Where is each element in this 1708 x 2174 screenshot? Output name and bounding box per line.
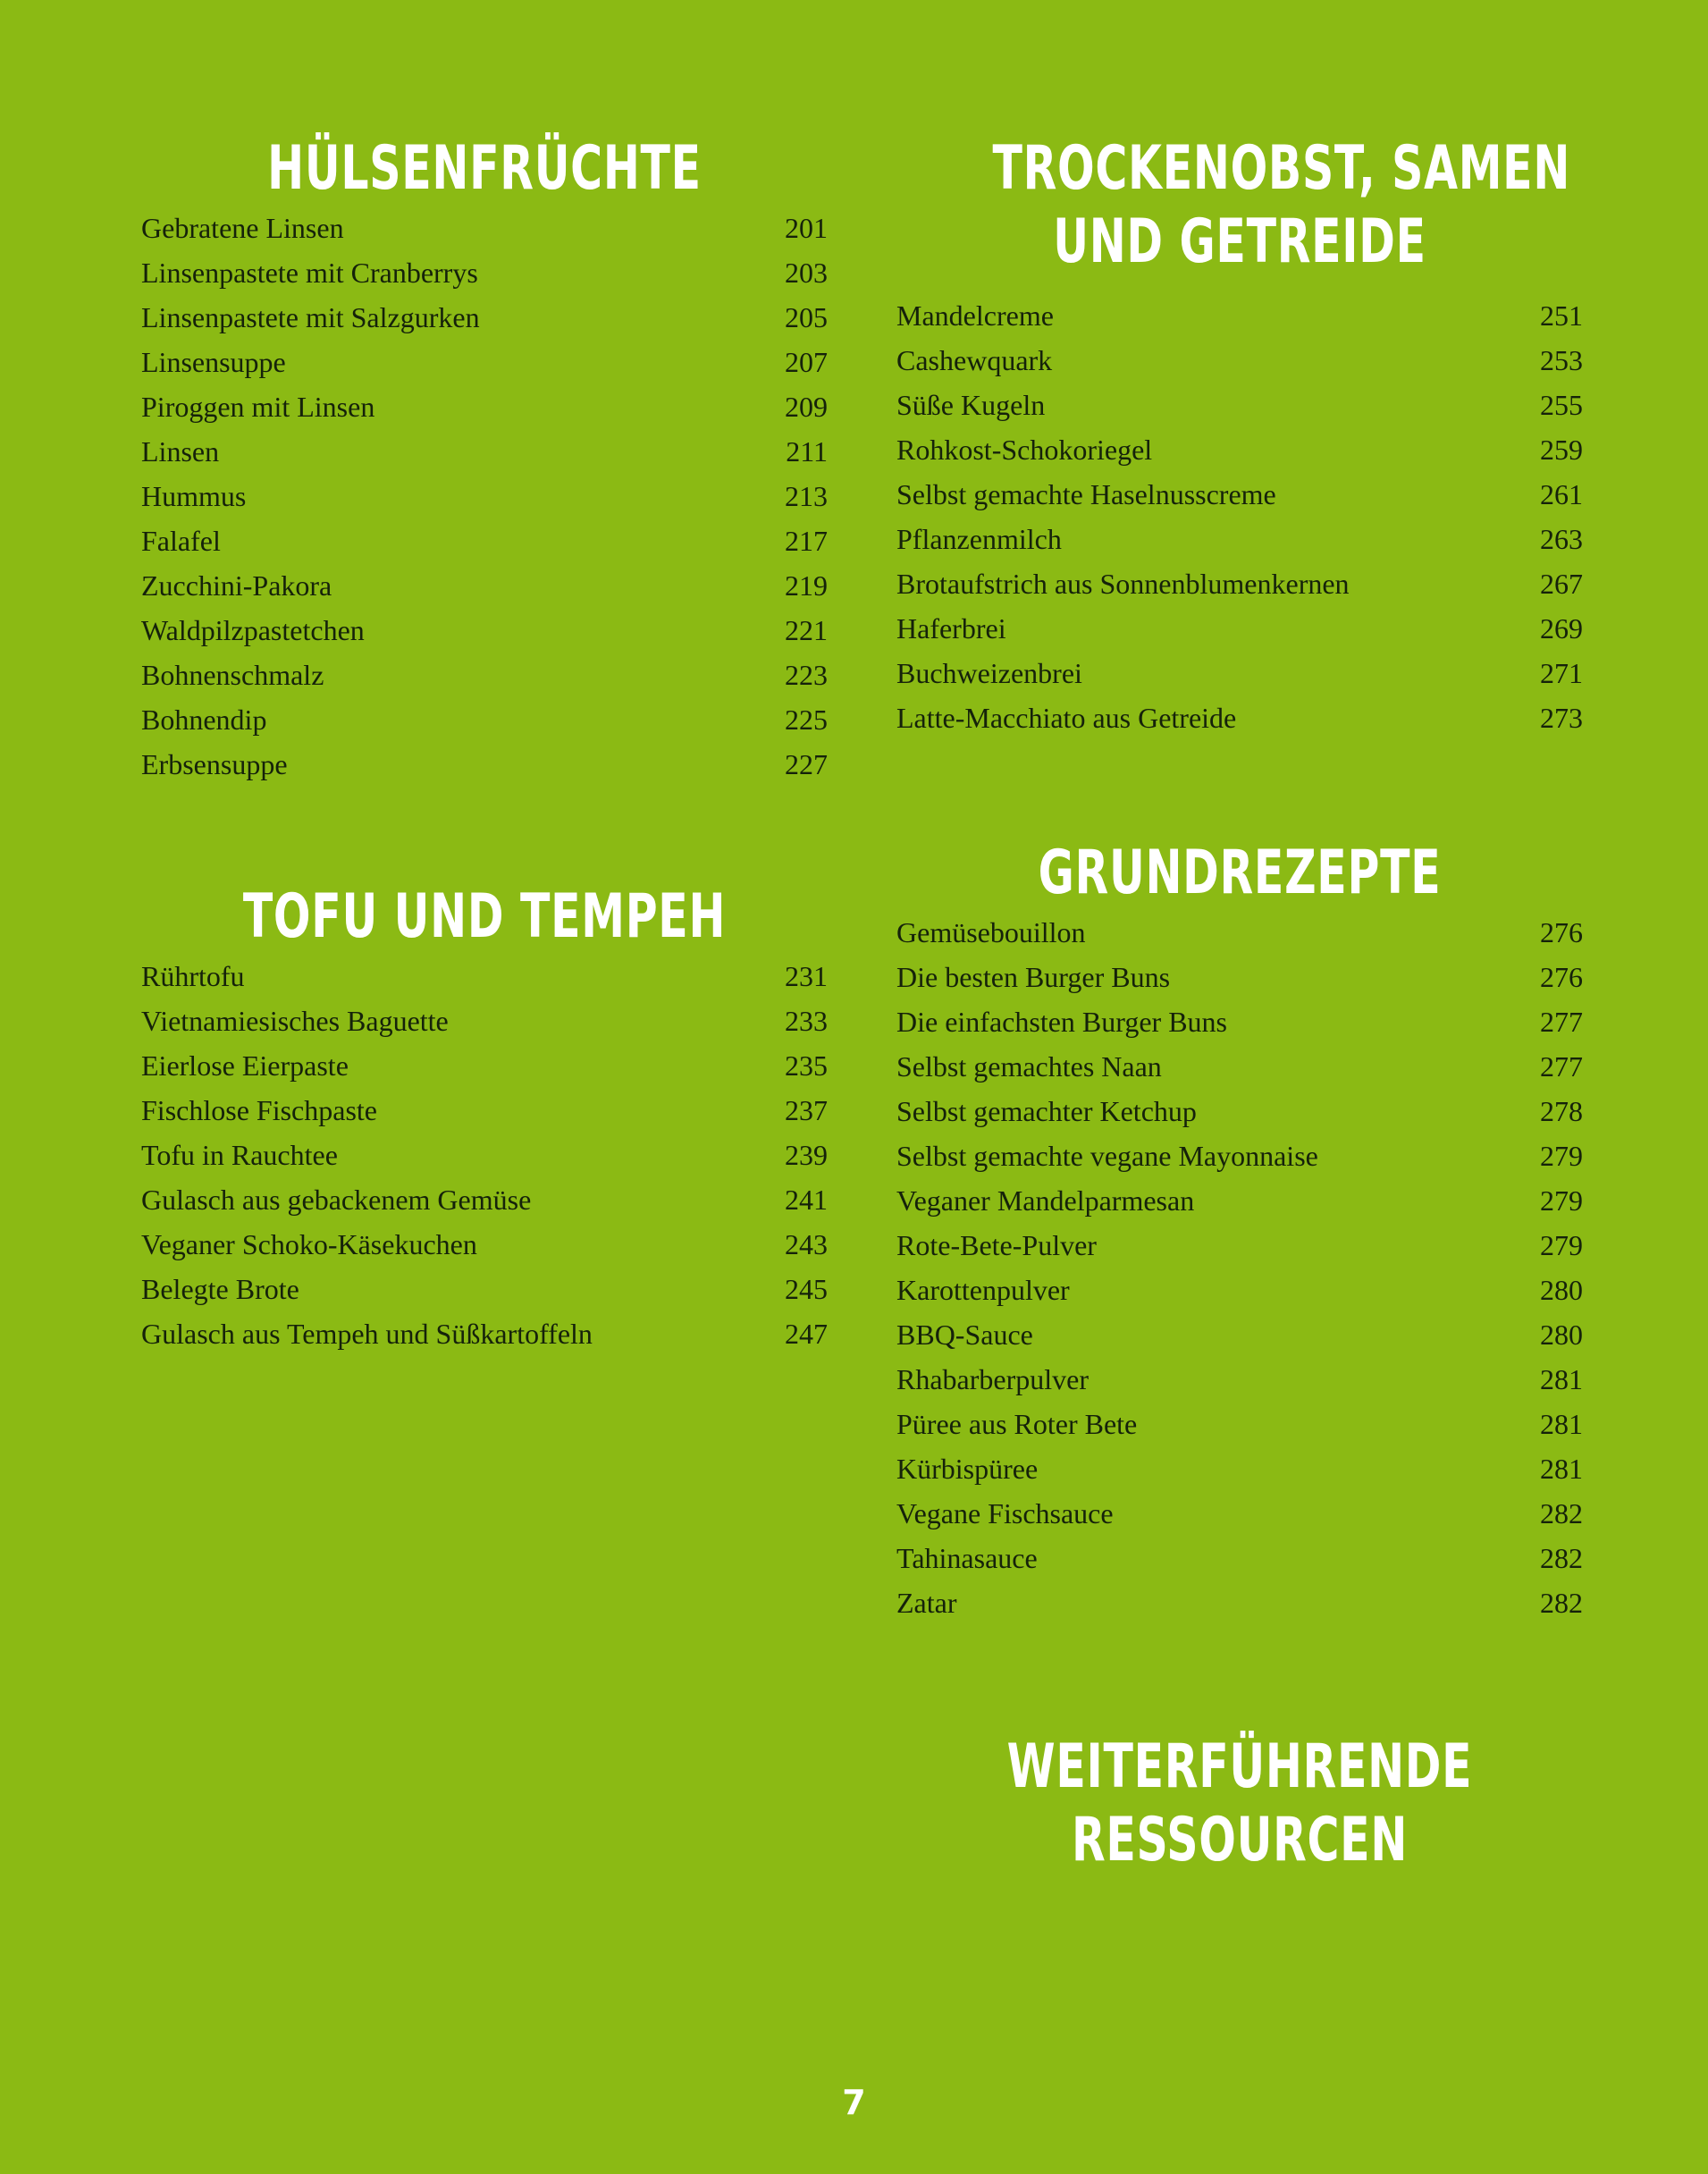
toc-entry-page: 219 <box>785 569 828 602</box>
toc-entry <box>141 1267 828 1311</box>
toc-entry <box>896 1357 1583 1402</box>
toc-entry-title: Gebratene Linsen <box>141 212 344 244</box>
toc-entry <box>896 561 1583 606</box>
toc-entry-title: Brotaufstrich aus Sonnenblumenkernen <box>896 568 1350 600</box>
toc-entry-title: Linsenpastete mit Cranberrys <box>141 257 478 289</box>
toc-entry-page: 267 <box>1540 568 1583 600</box>
toc-entry <box>141 608 828 653</box>
section-weiterfuehrende-ressourcen <box>896 1731 1583 1877</box>
toc-entry-page: 263 <box>1540 523 1583 555</box>
toc-entry <box>896 293 1583 338</box>
toc-entry <box>141 1311 828 1356</box>
toc-entry-title: Die einfachsten Burger Buns <box>896 1006 1227 1038</box>
toc-entry-title: Waldpilzpastetchen <box>141 614 365 646</box>
toc-entry-page: 277 <box>1540 1050 1583 1083</box>
toc-entry <box>896 517 1583 561</box>
toc-entry-page: 213 <box>785 480 828 512</box>
toc-entry <box>896 1223 1583 1268</box>
toc-entry-page: 282 <box>1540 1497 1583 1529</box>
section-heading: UND GETREIDE <box>1053 206 1426 277</box>
section-heading: TROCKENOBST, SAMEN <box>992 133 1571 204</box>
toc-entry-page: 221 <box>785 614 828 646</box>
toc-list <box>141 954 828 1356</box>
toc-entry-page: 261 <box>1540 478 1583 510</box>
toc-entry-title: Zucchini-Pakora <box>141 569 332 602</box>
toc-entry-title: Süße Kugeln <box>896 389 1046 421</box>
toc-entry-page: 231 <box>785 960 828 992</box>
toc-entry <box>141 250 828 295</box>
toc-entry <box>141 1043 828 1088</box>
toc-entry <box>141 384 828 429</box>
toc-entry-page: 255 <box>1540 389 1583 421</box>
toc-entry <box>896 1446 1583 1491</box>
toc-entry-page: 279 <box>1540 1140 1583 1172</box>
toc-entry <box>896 1536 1583 1580</box>
right-column <box>896 0 1583 2174</box>
section-huelsenfruechte <box>141 132 828 787</box>
toc-entry-page: 271 <box>1540 657 1583 689</box>
section-heading: WEITERFÜHRENDE <box>1006 1732 1473 1802</box>
toc-entry-page: 209 <box>785 391 828 423</box>
toc-entry-page: 280 <box>1540 1274 1583 1306</box>
toc-entry-page: 282 <box>1540 1542 1583 1574</box>
toc-entry <box>896 427 1583 472</box>
toc-entry-title: Selbst gemachte Haselnusscreme <box>896 478 1276 510</box>
toc-entry-title: Fischlose Fischpaste <box>141 1094 377 1126</box>
toc-entry-title: Erbsensuppe <box>141 748 288 780</box>
toc-entry-page: 273 <box>1540 702 1583 734</box>
toc-entry-title: Piroggen mit Linsen <box>141 391 375 423</box>
toc-entry <box>896 955 1583 999</box>
toc-entry-title: Pflanzenmilch <box>896 523 1062 555</box>
toc-entry-title: Kürbispüree <box>896 1453 1039 1485</box>
toc-entry-title: Vegane Fischsauce <box>896 1497 1114 1529</box>
toc-entry <box>141 1088 828 1133</box>
toc-entry-title: Eierlose Eierpaste <box>141 1049 349 1082</box>
toc-entry <box>141 742 828 787</box>
toc-entry-page: 227 <box>785 748 828 780</box>
toc-entry <box>896 606 1583 651</box>
toc-entry <box>141 1177 828 1222</box>
toc-entry-title: Linsenpastete mit Salzgurken <box>141 301 480 333</box>
toc-entry-title: Tahinasauce <box>896 1542 1038 1574</box>
toc-entry-page: 223 <box>785 659 828 691</box>
toc-entry <box>141 206 828 250</box>
toc-entry-title: Gulasch aus Tempeh und Süßkartoffeln <box>141 1318 593 1350</box>
section-tofu-und-tempeh <box>141 881 828 1356</box>
toc-entry-title: Rohkost-Schokoriegel <box>896 434 1153 466</box>
toc-entry-page: 279 <box>1540 1229 1583 1261</box>
toc-entry-title: Belegte Brote <box>141 1273 299 1305</box>
toc-entry-title: Rhabarberpulver <box>896 1363 1090 1395</box>
toc-entry-page: 217 <box>785 525 828 557</box>
toc-entry <box>896 1268 1583 1312</box>
toc-entry-page: 205 <box>785 301 828 333</box>
toc-entry <box>141 999 828 1043</box>
toc-entry <box>141 340 828 384</box>
toc-entry-title: Püree aus Roter Bete <box>896 1408 1138 1440</box>
toc-entry-page: 280 <box>1540 1319 1583 1351</box>
toc-entry-title: Gemüsebouillon <box>896 916 1086 948</box>
toc-entry-page: 247 <box>785 1318 828 1350</box>
toc-entry-title: Cashewquark <box>896 344 1053 376</box>
toc-entry-page: 281 <box>1540 1363 1583 1395</box>
toc-entry-page: 241 <box>785 1184 828 1216</box>
toc-entry-page: 237 <box>785 1094 828 1126</box>
toc-entry-page: 245 <box>785 1273 828 1305</box>
toc-entry-title: Mandelcreme <box>896 299 1054 332</box>
toc-entry-page: 277 <box>1540 1006 1583 1038</box>
toc-entry-page: 239 <box>785 1139 828 1171</box>
toc-entry-page: 225 <box>785 704 828 736</box>
toc-entry-title: Hummus <box>141 480 247 512</box>
toc-entry <box>141 1133 828 1177</box>
toc-entry <box>141 295 828 340</box>
toc-entry <box>141 653 828 697</box>
toc-entry-title: Bohnendip <box>141 704 267 736</box>
toc-entry <box>896 1402 1583 1446</box>
toc-entry-page: 259 <box>1540 434 1583 466</box>
section-trockenobst <box>896 132 1583 740</box>
toc-entry-page: 276 <box>1540 961 1583 993</box>
toc-entry <box>141 954 828 999</box>
toc-entry <box>896 999 1583 1044</box>
toc-entry-title: Veganer Schoko-Käsekuchen <box>141 1228 477 1260</box>
toc-entry-title: Linsensuppe <box>141 346 286 378</box>
toc-entry-page: 276 <box>1540 916 1583 948</box>
toc-entry <box>141 429 828 474</box>
toc-list <box>141 206 828 787</box>
toc-entry <box>896 383 1583 427</box>
toc-entry <box>141 1222 828 1267</box>
toc-entry-page: 281 <box>1540 1453 1583 1485</box>
toc-entry-title: Selbst gemachter Ketchup <box>896 1095 1197 1127</box>
toc-entry <box>896 338 1583 383</box>
toc-entry <box>896 1133 1583 1178</box>
toc-entry-page: 235 <box>785 1049 828 1082</box>
section-heading: HÜLSENFRÜCHTE <box>267 133 702 204</box>
toc-list <box>896 293 1583 740</box>
toc-list <box>896 910 1583 1625</box>
toc-entry-title: Tofu in Rauchtee <box>141 1139 338 1171</box>
toc-entry-title: Selbst gemachtes Naan <box>896 1050 1162 1083</box>
toc-entry-page: 281 <box>1540 1408 1583 1440</box>
toc-entry-page: 233 <box>785 1005 828 1037</box>
toc-entry <box>896 1312 1583 1357</box>
left-column <box>141 0 828 2174</box>
section-heading: RESSOURCEN <box>1071 1805 1409 1875</box>
toc-entry-page: 279 <box>1540 1184 1583 1217</box>
toc-entry-title: Vietnamiesisches Baguette <box>141 1005 449 1037</box>
toc-entry <box>896 1044 1583 1089</box>
page-number: 7 <box>842 2083 866 2122</box>
toc-entry-title: Rührtofu <box>141 960 245 992</box>
toc-entry <box>896 651 1583 695</box>
toc-entry-title: Gulasch aus gebackenem Gemüse <box>141 1184 532 1216</box>
toc-entry-page: 201 <box>785 212 828 244</box>
toc-entry-page: 269 <box>1540 612 1583 645</box>
toc-entry-title: Falafel <box>141 525 221 557</box>
toc-entry <box>141 518 828 563</box>
toc-entry-page: 282 <box>1540 1587 1583 1619</box>
toc-entry <box>141 563 828 608</box>
toc-entry <box>896 1491 1583 1536</box>
toc-entry-page: 243 <box>785 1228 828 1260</box>
toc-entry <box>896 1178 1583 1223</box>
toc-entry-title: Selbst gemachte vegane Mayonnaise <box>896 1140 1318 1172</box>
section-grundrezepte <box>896 837 1583 1625</box>
toc-entry-title: Linsen <box>141 435 220 468</box>
toc-entry-title: Buchweizenbrei <box>896 657 1082 689</box>
toc-entry <box>896 472 1583 517</box>
toc-entry-page: 251 <box>1540 299 1583 332</box>
toc-entry <box>141 697 828 742</box>
toc-entry-page: 253 <box>1540 344 1583 376</box>
toc-entry-title: Zatar <box>896 1587 957 1619</box>
toc-entry-title: Veganer Mandelparmesan <box>896 1184 1195 1217</box>
section-heading: TOFU UND TEMPEH <box>242 881 727 952</box>
toc-entry-title: Die besten Burger Buns <box>896 961 1171 993</box>
toc-entry <box>896 910 1583 955</box>
toc-entry-title: Haferbrei <box>896 612 1006 645</box>
toc-entry-page: 207 <box>785 346 828 378</box>
toc-entry-title: Latte-Macchiato aus Getreide <box>896 702 1237 734</box>
toc-entry <box>141 474 828 518</box>
toc-entry <box>896 1580 1583 1625</box>
toc-entry-page: 203 <box>785 257 828 289</box>
section-heading: GRUNDREZEPTE <box>1038 838 1442 908</box>
toc-entry-title: Karottenpulver <box>896 1274 1070 1306</box>
toc-entry <box>896 695 1583 740</box>
toc-entry-title: BBQ-Sauce <box>896 1319 1033 1351</box>
toc-entry-page: 211 <box>786 435 828 468</box>
toc-entry <box>896 1089 1583 1133</box>
toc-entry-page: 278 <box>1540 1095 1583 1127</box>
toc-entry-title: Bohnenschmalz <box>141 659 324 691</box>
toc-entry-title: Rote-Bete-Pulver <box>896 1229 1097 1261</box>
